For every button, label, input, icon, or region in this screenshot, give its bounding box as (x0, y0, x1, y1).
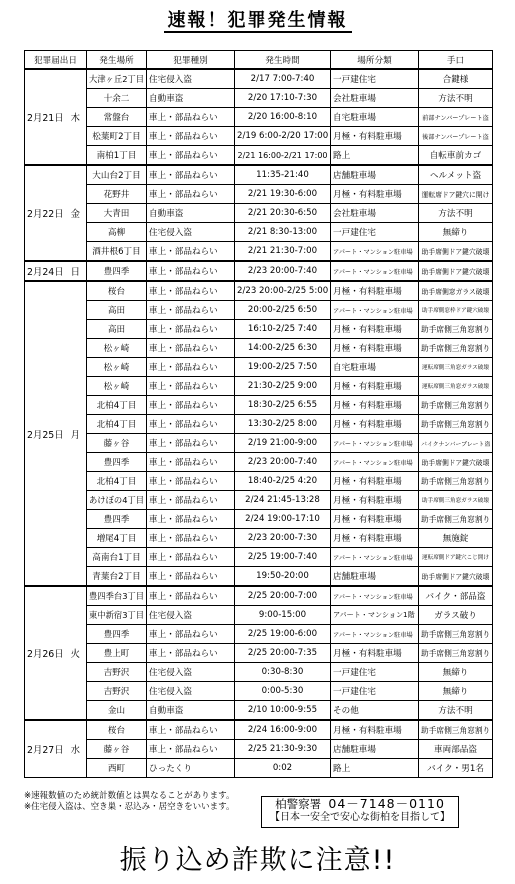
table-row (25, 759, 493, 778)
table-row (25, 720, 493, 740)
cell-crime-type: 車上・部品ねらい (147, 567, 235, 587)
cell-method: 自転車前カゴ (419, 146, 493, 166)
cell-crime-type: 車上・部品ねらい (147, 434, 235, 453)
report-date: 2月27日 (27, 745, 64, 756)
cell-time: 2/20 17:10-7:30 (235, 89, 331, 108)
cell-crime-type: 車上・部品ねらい (147, 377, 235, 396)
cell-crime-type: 自動車盗 (147, 701, 235, 721)
cell-time: 2/21 19:30-6:00 (235, 185, 331, 204)
date-group (25, 165, 493, 261)
cell-place-category: 月極・有料駐車場 (331, 644, 419, 663)
cell-crime-type: 車上・部品ねらい (147, 165, 235, 185)
police-contact-box (261, 796, 459, 828)
table-row (25, 358, 493, 377)
cell-time: 2/25 19:00-6:00 (235, 625, 331, 644)
cell-method: 助手席側三角窓ガラス破壊 (419, 491, 493, 510)
cell-place-category: 月極・有料駐車場 (331, 127, 419, 146)
cell-time: 2/23 20:00-7:40 (235, 261, 331, 281)
table-row (25, 701, 493, 721)
cell-time: 2/21 8:30-13:00 (235, 223, 331, 242)
cell-location: 花野井 (87, 185, 147, 204)
header-place-category: 場所分類 (331, 51, 419, 70)
cell-place-category: アパート・マンション駐車場 (331, 301, 419, 320)
cell-location: 高田 (87, 320, 147, 339)
cell-method: 助手席側ドア鍵穴破壊 (419, 453, 493, 472)
cell-crime-type: 車上・部品ねらい (147, 491, 235, 510)
cell-crime-type: 車上・部品ねらい (147, 529, 235, 548)
cell-method: 助手席側三角窓割り (419, 320, 493, 339)
cell-crime-type: 住宅侵入盗 (147, 682, 235, 701)
cell-crime-type: 車上・部品ねらい (147, 415, 235, 434)
police-slogan: 【日本一安全で安心な街柏を目指して】 (270, 812, 450, 823)
cell-location: 高田 (87, 301, 147, 320)
cell-time: 2/25 21:30-9:30 (235, 740, 331, 759)
cell-place-category: 月極・有料駐車場 (331, 377, 419, 396)
table-row (25, 320, 493, 339)
cell-method: 運転席側三角窓ガラス破壊 (419, 358, 493, 377)
cell-method: 合鍵様 (419, 69, 493, 89)
table-row (25, 740, 493, 759)
table-row (25, 242, 493, 262)
table-row (25, 453, 493, 472)
cell-location: 豊四季 (87, 261, 147, 281)
table-row (25, 69, 493, 89)
cell-crime-type: 住宅侵入盗 (147, 223, 235, 242)
cell-location: あけぼの4丁目 (87, 491, 147, 510)
cell-crime-type: 車上・部品ねらい (147, 453, 235, 472)
table-row (25, 261, 493, 281)
cell-method: 助手席側三角窓割り (419, 472, 493, 491)
cell-location: 松ヶ崎 (87, 339, 147, 358)
cell-method: 無締り (419, 663, 493, 682)
page-title: 速報！犯罪発生情報 (0, 6, 515, 32)
cell-time: 2/21 21:30-7:00 (235, 242, 331, 262)
cell-location: 豊四季 (87, 510, 147, 529)
cell-method: 無施錠 (419, 529, 493, 548)
cell-method: 方法不明 (419, 89, 493, 108)
cell-method: バイクナンバープレート盗 (419, 434, 493, 453)
cell-time: 2/10 10:00-9:55 (235, 701, 331, 721)
report-date-cell (25, 69, 87, 165)
cell-location: 南柏1丁目 (87, 146, 147, 166)
cell-time: 14:00-2/25 6:30 (235, 339, 331, 358)
cell-location: 高南台1丁目 (87, 548, 147, 567)
cell-time: 21:30-2/25 9:00 (235, 377, 331, 396)
report-date: 2月24日 (27, 267, 64, 278)
cell-method: 前部ナンバープレート盗 (419, 108, 493, 127)
cell-place-category: 月極・有料駐車場 (331, 472, 419, 491)
cell-place-category: 月極・有料駐車場 (331, 185, 419, 204)
cell-place-category: アパート・マンション駐車場 (331, 625, 419, 644)
table-row (25, 301, 493, 320)
header-crime-type: 犯罪種別 (147, 51, 235, 70)
cell-time: 11:35-21:40 (235, 165, 331, 185)
cell-crime-type: 車上・部品ねらい (147, 108, 235, 127)
cell-location: 吉野沢 (87, 663, 147, 682)
table-row (25, 185, 493, 204)
cell-time: 9:00-15:00 (235, 606, 331, 625)
cell-place-category: 月極・有料駐車場 (331, 320, 419, 339)
cell-time: 2/17 7:00-7:40 (235, 69, 331, 89)
cell-method: 運転席ドア鍵穴に開け (419, 185, 493, 204)
cell-crime-type: 車上・部品ねらい (147, 644, 235, 663)
table-row (25, 89, 493, 108)
cell-crime-type: 車上・部品ねらい (147, 548, 235, 567)
cell-location: 豊四季 (87, 625, 147, 644)
cell-method: 助手席側三角窓割り (419, 644, 493, 663)
footnotes (24, 791, 234, 813)
cell-method: 助手席側三角窓割り (419, 396, 493, 415)
report-date: 2月21日 (27, 113, 64, 124)
cell-method: ガラス破り (419, 606, 493, 625)
cell-time: 0:30-8:30 (235, 663, 331, 682)
cell-time: 2/24 19:00-17:10 (235, 510, 331, 529)
cell-crime-type: 車上・部品ねらい (147, 301, 235, 320)
cell-method: 後部ナンバープレート盗 (419, 127, 493, 146)
cell-time: 20:00-2/25 6:50 (235, 301, 331, 320)
cell-location: 北柏4丁目 (87, 472, 147, 491)
cell-method: 助手席側三角窓割り (419, 339, 493, 358)
footnote: ※住宅侵入盗は、空き巣・忍込み・居空きをいいます。 (24, 802, 235, 812)
cell-time: 2/19 21:00-9:00 (235, 434, 331, 453)
cell-method: 方法不明 (419, 701, 493, 721)
cell-time: 2/25 20:00-7:00 (235, 586, 331, 606)
cell-crime-type: 車上・部品ねらい (147, 625, 235, 644)
report-date: 2月22日 (27, 209, 64, 220)
cell-place-category: 月極・有料駐車場 (331, 281, 419, 301)
cell-crime-type: 自動車盗 (147, 89, 235, 108)
cell-place-category: アパート・マンション駐車場 (331, 434, 419, 453)
cell-location: 十余二 (87, 89, 147, 108)
cell-method: 助手席側三角窓割り (419, 625, 493, 644)
cell-time: 2/25 20:00-7:35 (235, 644, 331, 663)
cell-crime-type: 住宅侵入盗 (147, 663, 235, 682)
cell-method: 助手席側三角窓割り (419, 415, 493, 434)
cell-location: 松ヶ崎 (87, 358, 147, 377)
cell-method: 運転席側ドア鍵穴こじ開け (419, 548, 493, 567)
date-group (25, 720, 493, 778)
cell-time: 18:40-2/25 4:20 (235, 472, 331, 491)
table-row (25, 434, 493, 453)
police-name: 柏警察署 (275, 797, 322, 811)
cell-location: 藤ヶ谷 (87, 434, 147, 453)
cell-place-category: 自宅駐車場 (331, 358, 419, 377)
cell-time: 2/21 20:30-6:50 (235, 204, 331, 223)
cell-method: 無締り (419, 223, 493, 242)
header-location: 発生場所 (87, 51, 147, 70)
cell-place-category: 店舗駐車場 (331, 165, 419, 185)
cell-location: 桜台 (87, 720, 147, 740)
cell-place-category: アパート・マンション駐車場 (331, 242, 419, 262)
cell-crime-type: 車上・部品ねらい (147, 396, 235, 415)
cell-method: 助手席側窓ガラス破壊 (419, 281, 493, 301)
cell-method: 助手席側ドア鍵穴破壊 (419, 261, 493, 281)
table-header-row (25, 51, 493, 70)
cell-time: 2/19 6:00-2/20 17:00 (235, 127, 331, 146)
cell-crime-type: 車上・部品ねらい (147, 510, 235, 529)
cell-crime-type: 車上・部品ねらい (147, 472, 235, 491)
cell-method: バイク・部品盗 (419, 586, 493, 606)
header-method: 手口 (419, 51, 493, 70)
cell-place-category: 一戸建住宅 (331, 223, 419, 242)
cell-location: 増尾4丁目 (87, 529, 147, 548)
table-row (25, 625, 493, 644)
table-row (25, 567, 493, 587)
cell-crime-type: 自動車盗 (147, 204, 235, 223)
cell-location: 青葉台2丁目 (87, 567, 147, 587)
cell-place-category: 月極・有料駐車場 (331, 415, 419, 434)
date-group (25, 586, 493, 720)
cell-location: 東中新宿3丁目 (87, 606, 147, 625)
cell-method: 助手席側三角窓割り (419, 720, 493, 740)
cell-time: 2/21 16:00-2/21 17:00 (235, 146, 331, 166)
cell-location: 豊四季 (87, 453, 147, 472)
cell-time: 19:50-20:00 (235, 567, 331, 587)
table-row (25, 644, 493, 663)
cell-crime-type: 車上・部品ねらい (147, 740, 235, 759)
cell-place-category: 月極・有料駐車場 (331, 720, 419, 740)
table-row (25, 529, 493, 548)
table-row (25, 415, 493, 434)
cell-place-category: 月極・有料駐車場 (331, 529, 419, 548)
cell-time: 2/23 20:00-7:40 (235, 453, 331, 472)
table-row (25, 204, 493, 223)
cell-location: 藤ヶ谷 (87, 740, 147, 759)
cell-place-category: 自宅駐車場 (331, 108, 419, 127)
cell-time: 2/24 21:45-13:28 (235, 491, 331, 510)
cell-method: 無締り (419, 682, 493, 701)
cell-method: 運転席側三角窓ガラス破壊 (419, 377, 493, 396)
header-time: 発生時間 (235, 51, 331, 70)
cell-place-category: アパート・マンション駐車場 (331, 453, 419, 472)
cell-location: 酒井根6丁目 (87, 242, 147, 262)
cell-place-category: 月極・有料駐車場 (331, 510, 419, 529)
cell-crime-type: 車上・部品ねらい (147, 261, 235, 281)
cell-method: 助手席側窓枠ドア鍵穴破壊 (419, 301, 493, 320)
cell-place-category: 一戸建住宅 (331, 663, 419, 682)
table-row (25, 491, 493, 510)
cell-crime-type: 車上・部品ねらい (147, 358, 235, 377)
table-row (25, 396, 493, 415)
cell-location: 松葉町2丁目 (87, 127, 147, 146)
cell-place-category: 月極・有料駐車場 (331, 491, 419, 510)
cell-location: 吉野沢 (87, 682, 147, 701)
cell-time: 13:30-2/25 8:00 (235, 415, 331, 434)
cell-time: 2/24 16:00-9:00 (235, 720, 331, 740)
cell-crime-type: 車上・部品ねらい (147, 185, 235, 204)
cell-time: 2/23 20:00-7:30 (235, 529, 331, 548)
table-row (25, 146, 493, 166)
cell-location: 常盤台 (87, 108, 147, 127)
cell-crime-type: 車上・部品ねらい (147, 586, 235, 606)
cell-place-category: 店舗駐車場 (331, 740, 419, 759)
cell-place-category: 一戸建住宅 (331, 69, 419, 89)
table-row (25, 339, 493, 358)
table-row (25, 606, 493, 625)
table-row (25, 281, 493, 301)
cell-location: 大山台2丁目 (87, 165, 147, 185)
report-date-cell (25, 281, 87, 586)
cell-place-category: アパート・マンション1階 (331, 606, 419, 625)
table-row (25, 663, 493, 682)
cell-crime-type: 車上・部品ねらい (147, 720, 235, 740)
cell-place-category: 路上 (331, 146, 419, 166)
cell-crime-type: 住宅侵入盗 (147, 69, 235, 89)
cell-place-category: 店舗駐車場 (331, 567, 419, 587)
cell-location: 松ヶ崎 (87, 377, 147, 396)
cell-method: バイク・男1名 (419, 759, 493, 778)
table-row (25, 510, 493, 529)
report-date: 2月26日 (27, 649, 64, 660)
report-date-cell (25, 261, 87, 281)
cell-time: 2/25 19:00-7:40 (235, 548, 331, 567)
report-date-cell (25, 586, 87, 720)
table-row (25, 586, 493, 606)
table-row (25, 108, 493, 127)
report-weekday: 木 (70, 113, 81, 124)
cell-time: 2/23 20:00-2/25 5:00 (235, 281, 331, 301)
cell-crime-type: 車上・部品ねらい (147, 320, 235, 339)
cell-place-category: 月極・有料駐車場 (331, 396, 419, 415)
report-weekday: 金 (70, 209, 81, 220)
report-date: 2月25日 (27, 429, 64, 441)
cell-method: 助手席側ドア鍵穴破壊 (419, 567, 493, 587)
cell-location: 大津ヶ丘2丁目 (87, 69, 147, 89)
cell-crime-type: 車上・部品ねらい (147, 242, 235, 262)
cell-crime-type: 住宅侵入盗 (147, 606, 235, 625)
cell-location: 金山 (87, 701, 147, 721)
cell-method: 車両部品盗 (419, 740, 493, 759)
cell-method: 助手席側ドア鍵穴破壊 (419, 242, 493, 262)
cell-place-category: 路上 (331, 759, 419, 778)
cell-place-category: 一戸建住宅 (331, 682, 419, 701)
cell-place-category: アパート・マンション駐車場 (331, 548, 419, 567)
crime-table (24, 50, 493, 778)
table-row (25, 223, 493, 242)
cell-place-category: アパート・マンション駐車場 (331, 586, 419, 606)
cell-location: 豊上町 (87, 644, 147, 663)
table-row (25, 377, 493, 396)
cell-method: 助手席側三角窓割り (419, 510, 493, 529)
table-row (25, 548, 493, 567)
header-date: 犯罪届出日 (25, 51, 87, 70)
cell-time: 0:02 (235, 759, 331, 778)
report-weekday: 月 (70, 429, 81, 441)
cell-location: 豊四季台3丁目 (87, 586, 147, 606)
cell-location: 桜台 (87, 281, 147, 301)
cell-place-category: 月極・有料駐車場 (331, 339, 419, 358)
report-date-cell (25, 165, 87, 261)
cell-place-category: その他 (331, 701, 419, 721)
cell-method: ヘルメット盗 (419, 165, 493, 185)
cell-place-category: アパート・マンション駐車場 (331, 261, 419, 281)
table-row (25, 165, 493, 185)
table-row (25, 127, 493, 146)
fraud-warning: 振り込め詐欺に注意!! (119, 845, 396, 876)
cell-place-category: 会社駐車場 (331, 204, 419, 223)
cell-crime-type: 車上・部品ねらい (147, 146, 235, 166)
cell-crime-type: 車上・部品ねらい (147, 127, 235, 146)
cell-crime-type: 車上・部品ねらい (147, 281, 235, 301)
report-weekday: 日 (70, 267, 81, 278)
police-phone: 04－7148－0110 (328, 796, 445, 811)
report-date-cell (25, 720, 87, 778)
table-row (25, 682, 493, 701)
report-weekday: 火 (70, 649, 81, 660)
footnote: ※速報数値のため統計数値とは異なることがあります。 (24, 791, 235, 801)
cell-location: 大青田 (87, 204, 147, 223)
date-group (25, 69, 493, 165)
cell-location: 北柏4丁目 (87, 396, 147, 415)
cell-time: 18:30-2/25 6:55 (235, 396, 331, 415)
cell-method: 方法不明 (419, 204, 493, 223)
cell-location: 西町 (87, 759, 147, 778)
cell-time: 16:10-2/25 7:40 (235, 320, 331, 339)
cell-crime-type: 車上・部品ねらい (147, 339, 235, 358)
date-group (25, 261, 493, 281)
cell-time: 19:00-2/25 7:50 (235, 358, 331, 377)
date-group (25, 281, 493, 586)
cell-place-category: 会社駐車場 (331, 89, 419, 108)
table-row (25, 472, 493, 491)
cell-time: 2/20 16:00-8:10 (235, 108, 331, 127)
cell-location: 北柏4丁目 (87, 415, 147, 434)
cell-location: 高柳 (87, 223, 147, 242)
cell-crime-type: ひったくり (147, 759, 235, 778)
cell-time: 0:00-5:30 (235, 682, 331, 701)
report-weekday: 水 (70, 745, 81, 756)
